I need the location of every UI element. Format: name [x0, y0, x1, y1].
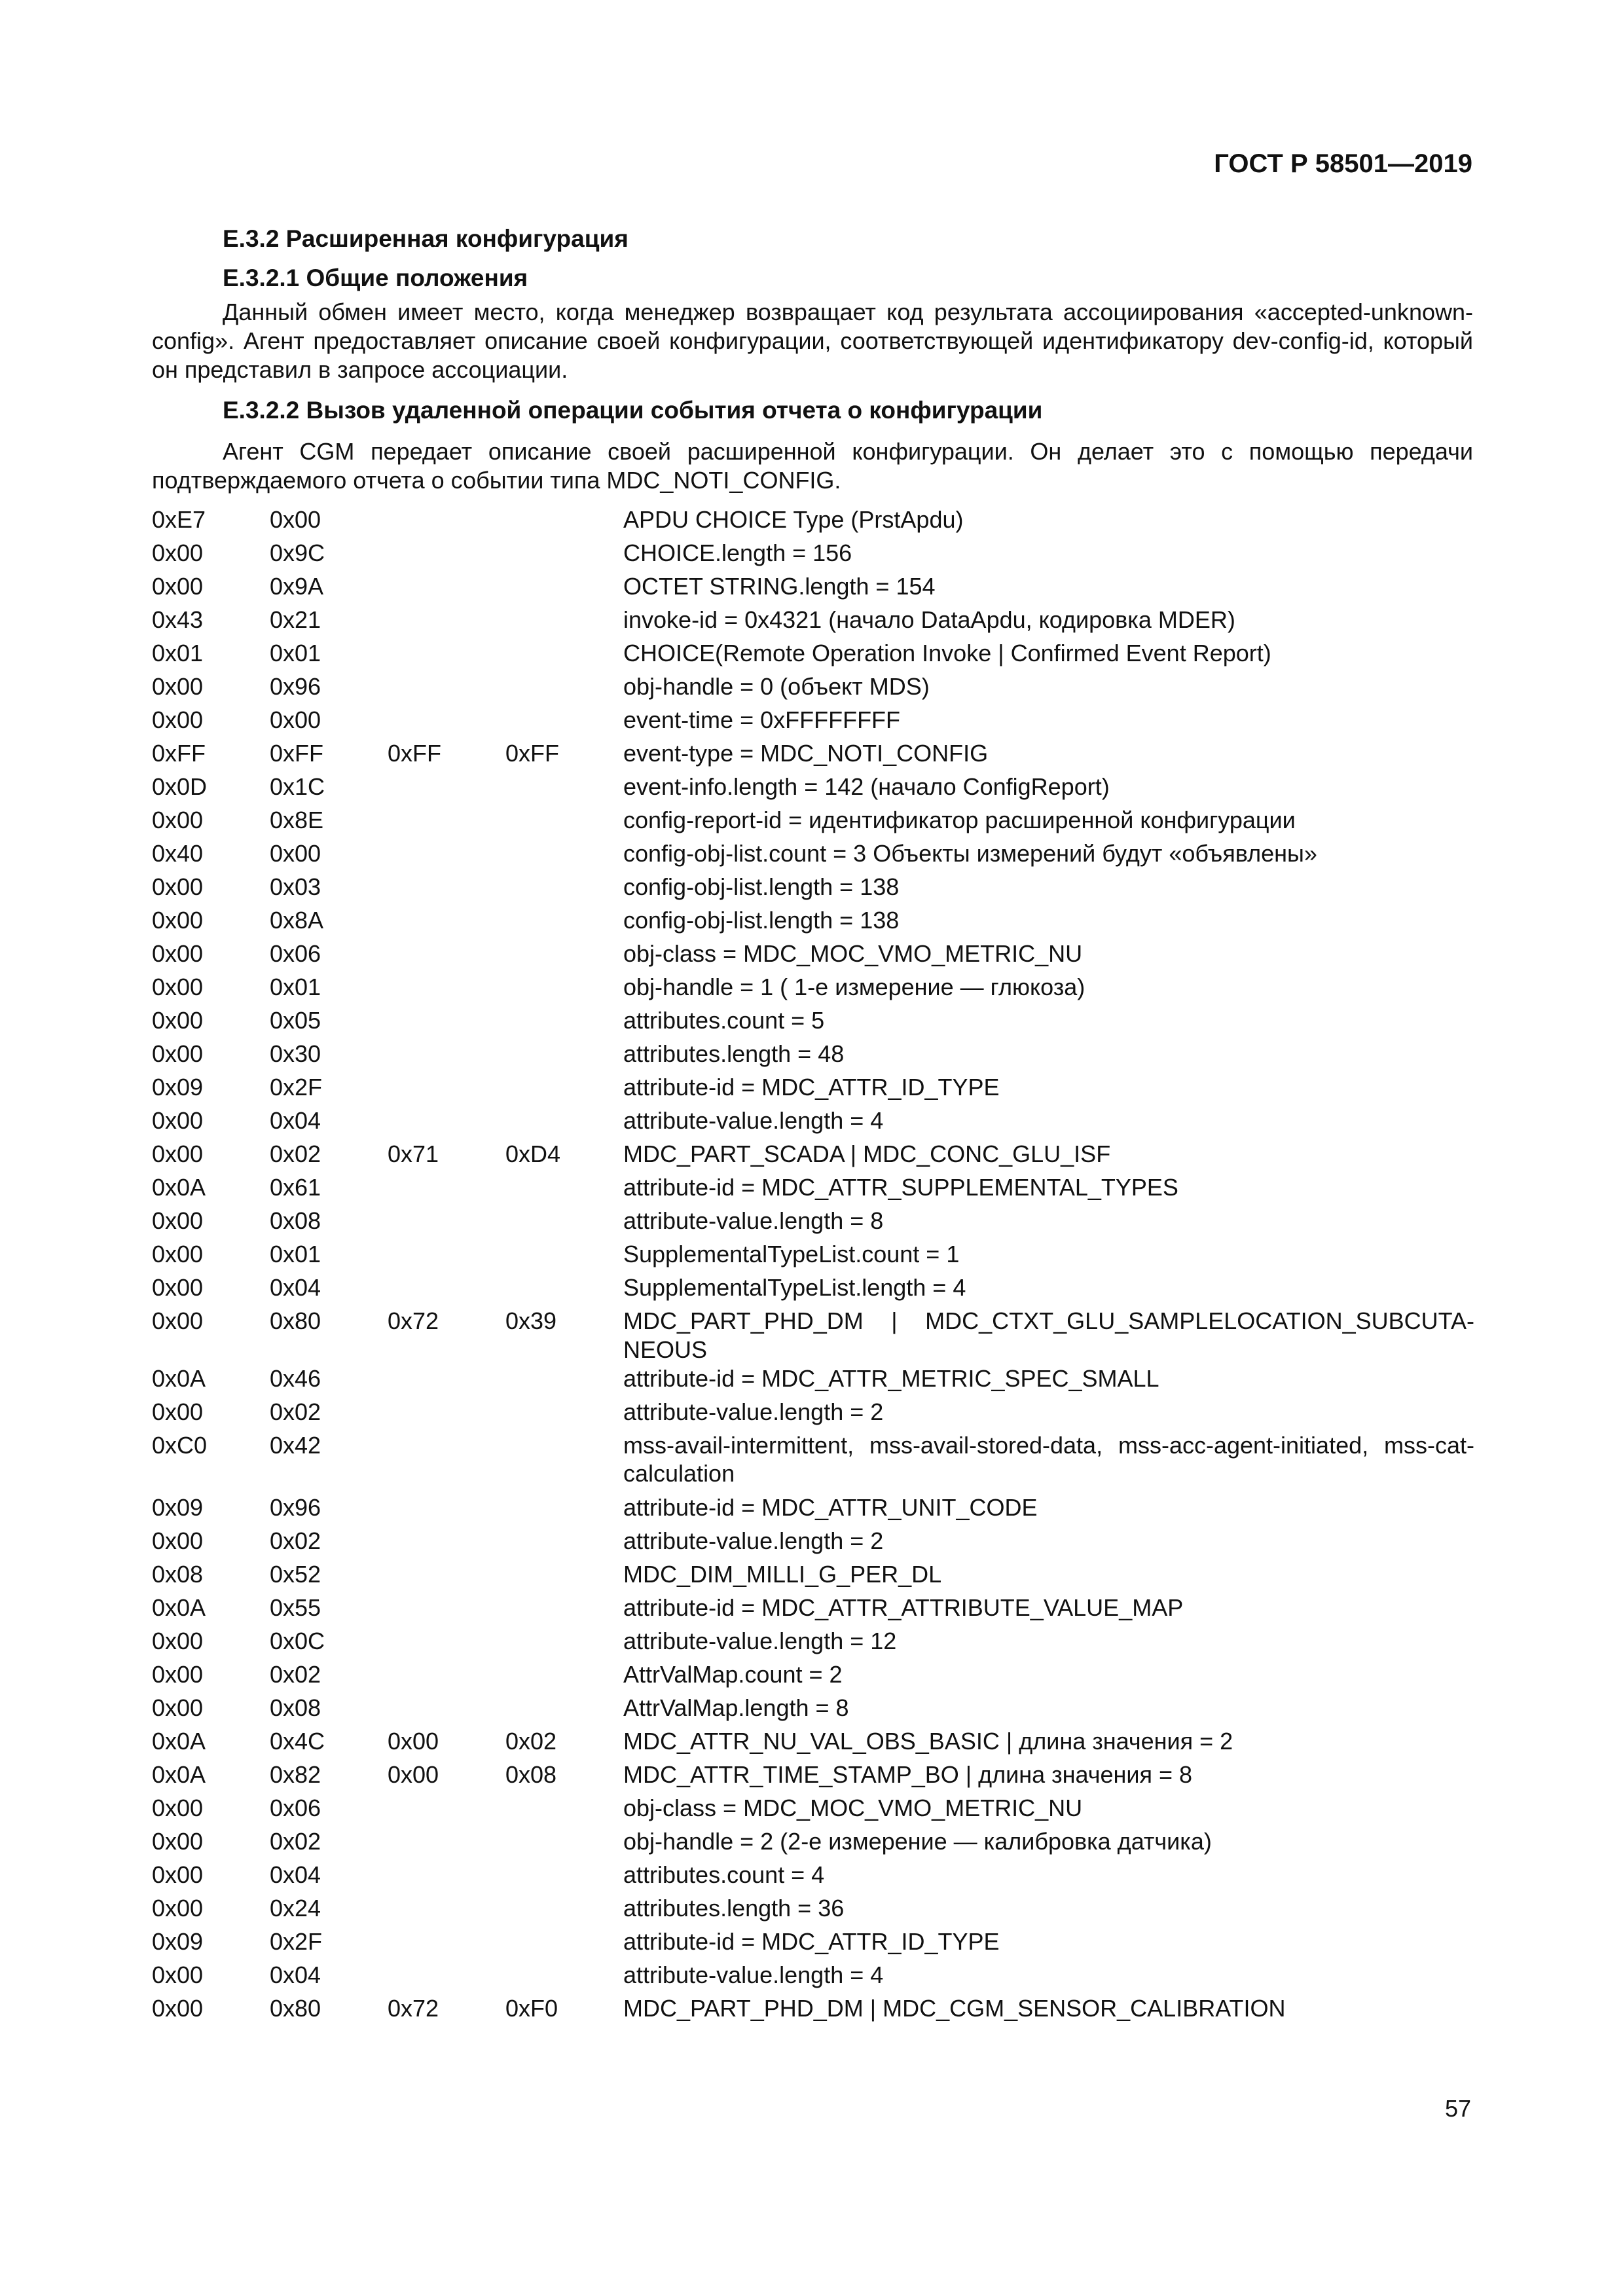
- byte-cell: 0x02: [505, 1728, 557, 1755]
- byte-cell: 0x01: [270, 1241, 321, 1267]
- byte-cell: 0x04: [270, 1861, 321, 1888]
- byte-cell: 0x72: [388, 1307, 439, 1334]
- byte-cell: 0x00: [152, 539, 204, 566]
- description-cell: obj-handle = 2 (2-е измерение — калибровка датчика): [623, 1828, 1212, 1855]
- byte-cell: 0x02: [270, 1527, 321, 1554]
- table-row: [152, 1364, 1474, 1398]
- byte-cell: [388, 1527, 505, 1560]
- byte-cell: [388, 1660, 505, 1694]
- byte-cell: [505, 505, 623, 539]
- byte-cell: 0x52: [270, 1561, 321, 1588]
- byte-cell: 0x09: [152, 1928, 204, 1955]
- description-cell: obj-handle = 0 (объект MDS): [623, 673, 930, 700]
- table-row: [152, 1994, 1474, 2028]
- byte-cell: 0x04: [270, 1961, 321, 1988]
- table-row: [152, 1173, 1474, 1207]
- document-header: ГОСТ Р 58501—2019: [1214, 149, 1472, 178]
- byte-cell: 0xD4: [505, 1140, 561, 1167]
- table-row: [152, 639, 1474, 672]
- byte-cell: 0x00: [388, 1761, 439, 1788]
- byte-cell: [388, 873, 505, 906]
- byte-cell: 0x24: [270, 1895, 321, 1922]
- byte-cell: [505, 1364, 623, 1398]
- description-cell: MDC_PART_SCADA | MDC_CONC_GLU_ISF: [623, 1140, 1111, 1167]
- table-row: [152, 1240, 1474, 1273]
- byte-cell: [505, 973, 623, 1006]
- byte-cell: 0x39: [505, 1307, 557, 1334]
- byte-cell: [505, 539, 623, 572]
- description-cell: attribute-id = MDC_ATTR_ID_TYPE: [623, 1074, 1000, 1101]
- description-cell: event-info.length = 142 (начало ConfigReport): [623, 773, 1110, 800]
- byte-cell: 0x04: [270, 1107, 321, 1134]
- table-row: [152, 1398, 1474, 1431]
- table-row: [152, 1527, 1474, 1560]
- byte-cell: [505, 1006, 623, 1040]
- byte-cell: [505, 1073, 623, 1106]
- byte-cell: [505, 672, 623, 706]
- description-cell: CHOICE(Remote Operation Invoke | Confirmed Event Report): [623, 640, 1271, 666]
- table-row: [152, 505, 1474, 539]
- table-row: [152, 706, 1474, 739]
- byte-cell: [505, 572, 623, 606]
- description-cell: event-type = MDC_NOTI_CONFIG: [623, 740, 989, 767]
- byte-cell: 0x06: [270, 940, 321, 967]
- byte-cell: [388, 1173, 505, 1207]
- table-row: [152, 973, 1474, 1006]
- byte-cell: [388, 1794, 505, 1827]
- description-cell: config-report-id = идентификатор расширенной конфигурации: [623, 807, 1296, 833]
- table-row: [152, 873, 1474, 906]
- byte-cell: 0x96: [270, 1494, 321, 1521]
- byte-cell: [388, 1861, 505, 1894]
- byte-cell: 0x00: [152, 1861, 204, 1888]
- description-cell: SupplementalTypeList.length = 4: [623, 1274, 966, 1301]
- byte-cell: [388, 1364, 505, 1398]
- table-row: [152, 1207, 1474, 1240]
- byte-cell: [505, 1493, 623, 1527]
- table-row: [152, 1961, 1474, 1994]
- byte-cell: [505, 606, 623, 639]
- byte-cell: [505, 1927, 623, 1961]
- byte-cell: [388, 806, 505, 839]
- byte-cell: 0x03: [270, 873, 321, 900]
- byte-cell: 0x00: [152, 1527, 204, 1554]
- section-heading: Е.3.2 Расширенная конфигурация: [223, 225, 629, 252]
- byte-cell: 0x0A: [152, 1594, 206, 1621]
- byte-cell: [388, 973, 505, 1006]
- byte-cell: [505, 1398, 623, 1431]
- table-row: [152, 1106, 1474, 1140]
- byte-cell: 0x00: [152, 706, 204, 733]
- table-row: [152, 1927, 1474, 1961]
- byte-cell: 0x00: [152, 573, 204, 600]
- byte-cell: 0x08: [270, 1694, 321, 1721]
- byte-cell: 0x00: [152, 1307, 204, 1334]
- byte-cell: [505, 1527, 623, 1560]
- table-row: [152, 1040, 1474, 1073]
- description-cell: attribute-id = MDC_ATTR_SUPPLEMENTAL_TYPES: [623, 1174, 1178, 1201]
- byte-cell: 0x21: [270, 606, 321, 633]
- byte-cell: [388, 539, 505, 572]
- paragraph-general: [152, 298, 1473, 384]
- table-row: [152, 1307, 1474, 1364]
- description-cell: CHOICE.length = 156: [623, 539, 852, 566]
- byte-cell: 0x71: [388, 1140, 439, 1167]
- byte-cell: [505, 806, 623, 839]
- byte-cell: [505, 839, 623, 873]
- byte-cell: 0x01: [152, 640, 204, 666]
- byte-cell: 0x1C: [270, 773, 325, 800]
- table-row: [152, 839, 1474, 873]
- byte-cell: [505, 1660, 623, 1694]
- byte-table: [152, 505, 1474, 2028]
- table-row: [152, 939, 1474, 973]
- page-number: 57: [1444, 2095, 1471, 2122]
- byte-cell: 0x06: [270, 1795, 321, 1821]
- table-row: [152, 1727, 1474, 1760]
- byte-cell: 0x00: [152, 907, 204, 934]
- description-cell: AttrValMap.count = 2: [623, 1661, 843, 1688]
- byte-cell: [505, 1173, 623, 1207]
- byte-cell: 0xFF: [505, 740, 560, 767]
- byte-cell: 0x0A: [152, 1761, 206, 1788]
- byte-cell: 0x00: [152, 1207, 204, 1234]
- byte-cell: [505, 1106, 623, 1140]
- byte-cell: 0x0A: [152, 1174, 206, 1201]
- byte-cell: [505, 1431, 623, 1493]
- description-cell: OCTET STRING.length = 154: [623, 573, 936, 600]
- byte-cell: [505, 1207, 623, 1240]
- byte-cell: 0x00: [270, 840, 321, 867]
- byte-cell: 0x00: [152, 1040, 204, 1067]
- byte-cell: [388, 1073, 505, 1106]
- byte-cell: 0x00: [152, 1241, 204, 1267]
- byte-cell: [505, 906, 623, 939]
- description-cell: attributes.length = 36: [623, 1895, 845, 1922]
- byte-cell: 0x08: [152, 1561, 204, 1588]
- byte-cell: 0x04: [270, 1274, 321, 1301]
- byte-cell: 0x9C: [270, 539, 325, 566]
- description-cell: config-obj-list.length = 138: [623, 907, 900, 934]
- byte-cell: 0x0C: [270, 1628, 325, 1654]
- byte-cell: [388, 1398, 505, 1431]
- byte-cell: [388, 1927, 505, 1961]
- description-cell: obj-handle = 1 ( 1-е измерение — глюкоза): [623, 974, 1085, 1000]
- byte-cell: [505, 1040, 623, 1073]
- byte-cell: [505, 1894, 623, 1927]
- byte-cell: [388, 906, 505, 939]
- byte-cell: [388, 1694, 505, 1727]
- byte-cell: [388, 505, 505, 539]
- byte-cell: 0x00: [152, 1828, 204, 1855]
- byte-cell: [388, 1493, 505, 1527]
- description-cell: attribute-value.length = 12: [623, 1628, 897, 1654]
- description-cell: attributes.length = 48: [623, 1040, 845, 1067]
- byte-cell: 0x00: [152, 1961, 204, 1988]
- byte-cell: [505, 639, 623, 672]
- description-cell: APDU CHOICE Type (PrstApdu): [623, 506, 964, 533]
- byte-cell: 0x00: [152, 974, 204, 1000]
- byte-cell: 0x00: [152, 1007, 204, 1034]
- table-row: [152, 1694, 1474, 1727]
- table-row: [152, 1493, 1474, 1527]
- table-row: [152, 1894, 1474, 1927]
- byte-cell: [388, 1894, 505, 1927]
- table-row: [152, 1627, 1474, 1660]
- table-row: [152, 1594, 1474, 1627]
- byte-cell: [388, 572, 505, 606]
- byte-cell: 0x82: [270, 1761, 321, 1788]
- description-cell: attribute-value.length = 4: [623, 1107, 884, 1134]
- table-row: [152, 1560, 1474, 1594]
- description-cell: attribute-id = MDC_ATTR_METRIC_SPEC_SMALL: [623, 1365, 1159, 1392]
- byte-cell: [505, 939, 623, 973]
- byte-cell: 0x00: [152, 807, 204, 833]
- byte-cell: [505, 1594, 623, 1627]
- byte-cell: 0x40: [152, 840, 204, 867]
- byte-cell: 0x00: [152, 1661, 204, 1688]
- byte-cell: 0x00: [270, 706, 321, 733]
- byte-cell: 0x0A: [152, 1365, 206, 1392]
- byte-cell: 0x9A: [270, 573, 324, 600]
- byte-cell: 0x00: [152, 1628, 204, 1654]
- table-row: [152, 1140, 1474, 1173]
- byte-cell: 0x05: [270, 1007, 321, 1034]
- byte-cell: 0x43: [152, 606, 204, 633]
- byte-cell: 0x8E: [270, 807, 324, 833]
- table-row: [152, 739, 1474, 773]
- byte-cell: 0x00: [152, 940, 204, 967]
- paragraph-event-report: [152, 437, 1473, 495]
- description-cell: MDC_PART_PHD_DM | MDC_CTXT_GLU_SAMPLELOCATION_SUBCUTA-NEOUS: [623, 1307, 1474, 1363]
- byte-cell: 0x0A: [152, 1728, 206, 1755]
- byte-cell: 0x8A: [270, 907, 324, 934]
- byte-cell: 0x00: [152, 873, 204, 900]
- byte-cell: [505, 873, 623, 906]
- byte-cell: [505, 1273, 623, 1307]
- byte-cell: 0x02: [270, 1828, 321, 1855]
- byte-cell: [505, 1560, 623, 1594]
- byte-cell: 0xFF: [152, 740, 206, 767]
- table-row: [152, 672, 1474, 706]
- byte-cell: 0x08: [270, 1207, 321, 1234]
- byte-cell: [388, 773, 505, 806]
- table-row: [152, 773, 1474, 806]
- byte-cell: 0x80: [270, 1307, 321, 1334]
- table-row: [152, 806, 1474, 839]
- byte-cell: [505, 1794, 623, 1827]
- byte-cell: 0x00: [152, 1107, 204, 1134]
- byte-cell: [505, 1861, 623, 1894]
- byte-cell: [388, 1006, 505, 1040]
- description-cell: event-time = 0xFFFFFFFF: [623, 706, 901, 733]
- byte-cell: 0x08: [505, 1761, 557, 1788]
- byte-cell: [505, 1627, 623, 1660]
- description-cell: MDC_ATTR_TIME_STAMP_BO | длина значения = 8: [623, 1761, 1193, 1788]
- byte-cell: 0x00: [270, 506, 321, 533]
- byte-cell: [388, 1827, 505, 1861]
- byte-cell: [505, 1827, 623, 1861]
- byte-cell: [388, 939, 505, 973]
- byte-cell: 0x55: [270, 1594, 321, 1621]
- paragraph-general-text: Данный обмен имеет место, когда менеджер возвращает код результата ассоциирования «accepted-unknown-config». Агент предоставляет описание своей конфигурации, соответствующей идентификатору dev-config-id, который он представил в запросе ассоциации.: [152, 299, 1473, 383]
- byte-cell: [388, 1431, 505, 1493]
- table-row: [152, 1760, 1474, 1794]
- description-cell: MDC_PART_PHD_DM | MDC_CGM_SENSOR_CALIBRATION: [623, 1995, 1286, 2022]
- description-cell: attribute-id = MDC_ATTR_ATTRIBUTE_VALUE_MAP: [623, 1594, 1184, 1621]
- table-row: [152, 1861, 1474, 1894]
- description-cell: obj-class = MDC_MOC_VMO_METRIC_NU: [623, 940, 1083, 967]
- description-cell: attribute-value.length = 8: [623, 1207, 884, 1234]
- byte-cell: 0x96: [270, 673, 321, 700]
- byte-cell: 0x2F: [270, 1928, 323, 1955]
- table-row: [152, 539, 1474, 572]
- byte-cell: 0x02: [270, 1398, 321, 1425]
- description-cell: MDC_ATTR_NU_VAL_OBS_BASIC | длина значения = 2: [623, 1728, 1233, 1755]
- description-cell: obj-class = MDC_MOC_VMO_METRIC_NU: [623, 1795, 1083, 1821]
- subsection-heading-general: Е.3.2.1 Общие положения: [223, 264, 528, 291]
- description-cell: MDC_DIM_MILLI_G_PER_DL: [623, 1561, 942, 1588]
- description-cell: attributes.count = 5: [623, 1007, 825, 1034]
- table-row: [152, 1794, 1474, 1827]
- description-cell: attribute-value.length = 2: [623, 1527, 884, 1554]
- byte-cell: [388, 1240, 505, 1273]
- description-cell: config-obj-list.count = 3 Объекты измерений будут «объявлены»: [623, 840, 1317, 867]
- table-row: [152, 906, 1474, 939]
- table-row: [152, 1273, 1474, 1307]
- byte-cell: 0x02: [270, 1661, 321, 1688]
- description-cell: AttrValMap.length = 8: [623, 1694, 849, 1721]
- byte-cell: 0x00: [152, 1274, 204, 1301]
- byte-cell: 0x01: [270, 974, 321, 1000]
- subsection-heading-event-report: Е.3.2.2 Вызов удаленной операции события отчета о конфигурации: [223, 397, 1043, 424]
- byte-cell: 0x09: [152, 1494, 204, 1521]
- byte-cell: [505, 1961, 623, 1994]
- byte-cell: 0x09: [152, 1074, 204, 1101]
- description-cell: mss-avail-intermittent, mss-avail-stored-data, mss-acc-agent-initiated, mss-cat-calculation: [623, 1432, 1474, 1487]
- byte-cell: 0xFF: [270, 740, 324, 767]
- table-row: [152, 1827, 1474, 1861]
- table-row: [152, 572, 1474, 606]
- byte-cell: 0x00: [152, 1398, 204, 1425]
- byte-cell: [388, 1560, 505, 1594]
- table-row: [152, 606, 1474, 639]
- description-cell: attribute-value.length = 4: [623, 1961, 884, 1988]
- byte-cell: 0x02: [270, 1140, 321, 1167]
- byte-cell: 0x42: [270, 1432, 321, 1459]
- byte-cell: 0x2F: [270, 1074, 323, 1101]
- byte-cell: 0x61: [270, 1174, 321, 1201]
- byte-cell: [388, 672, 505, 706]
- byte-cell: [505, 1240, 623, 1273]
- table-row: [152, 1073, 1474, 1106]
- byte-cell: 0x00: [152, 673, 204, 700]
- byte-cell: [505, 1694, 623, 1727]
- byte-cell: 0x80: [270, 1995, 321, 2022]
- byte-cell: 0x00: [152, 1795, 204, 1821]
- byte-cell: [388, 839, 505, 873]
- byte-cell: [388, 1627, 505, 1660]
- description-cell: attribute-id = MDC_ATTR_ID_TYPE: [623, 1928, 1000, 1955]
- byte-cell: 0x00: [152, 1694, 204, 1721]
- byte-cell: 0x01: [270, 640, 321, 666]
- byte-cell: [388, 1273, 505, 1307]
- description-cell: config-obj-list.length = 138: [623, 873, 900, 900]
- description-cell: SupplementalTypeList.count = 1: [623, 1241, 960, 1267]
- table-row: [152, 1660, 1474, 1694]
- byte-cell: [505, 773, 623, 806]
- description-cell: attributes.count = 4: [623, 1861, 825, 1888]
- byte-cell: [388, 606, 505, 639]
- byte-cell: [388, 1594, 505, 1627]
- byte-cell: [388, 1207, 505, 1240]
- description-cell: attribute-id = MDC_ATTR_UNIT_CODE: [623, 1494, 1038, 1521]
- byte-cell: 0x0D: [152, 773, 208, 800]
- byte-cell: 0x00: [388, 1728, 439, 1755]
- byte-cell: 0xF0: [505, 1995, 558, 2022]
- table-row: [152, 1431, 1474, 1493]
- description-cell: invoke-id = 0x4321 (начало DataApdu, кодировка MDER): [623, 606, 1235, 633]
- byte-cell: 0x00: [152, 1895, 204, 1922]
- byte-cell: 0x4C: [270, 1728, 325, 1755]
- byte-cell: [388, 1040, 505, 1073]
- byte-cell: 0x72: [388, 1995, 439, 2022]
- byte-cell: 0xFF: [388, 740, 442, 767]
- byte-cell: [388, 1106, 505, 1140]
- byte-cell: 0xC0: [152, 1432, 208, 1459]
- byte-cell: 0x46: [270, 1365, 321, 1392]
- description-cell: attribute-value.length = 2: [623, 1398, 884, 1425]
- byte-cell: 0x00: [152, 1995, 204, 2022]
- byte-cell: 0x00: [152, 1140, 204, 1167]
- byte-cell: 0xE7: [152, 506, 206, 533]
- byte-cell: 0x30: [270, 1040, 321, 1067]
- byte-cell: [505, 706, 623, 739]
- byte-cell: [388, 706, 505, 739]
- paragraph-event-report-text: Агент CGM передает описание своей расширенной конфигурации. Он делает это с помощью передачи подтверждаемого отчета о событии типа MDC_NOTI_CONFIG.: [152, 438, 1473, 494]
- byte-cell: [388, 1961, 505, 1994]
- byte-cell: [388, 639, 505, 672]
- table-row: [152, 1006, 1474, 1040]
